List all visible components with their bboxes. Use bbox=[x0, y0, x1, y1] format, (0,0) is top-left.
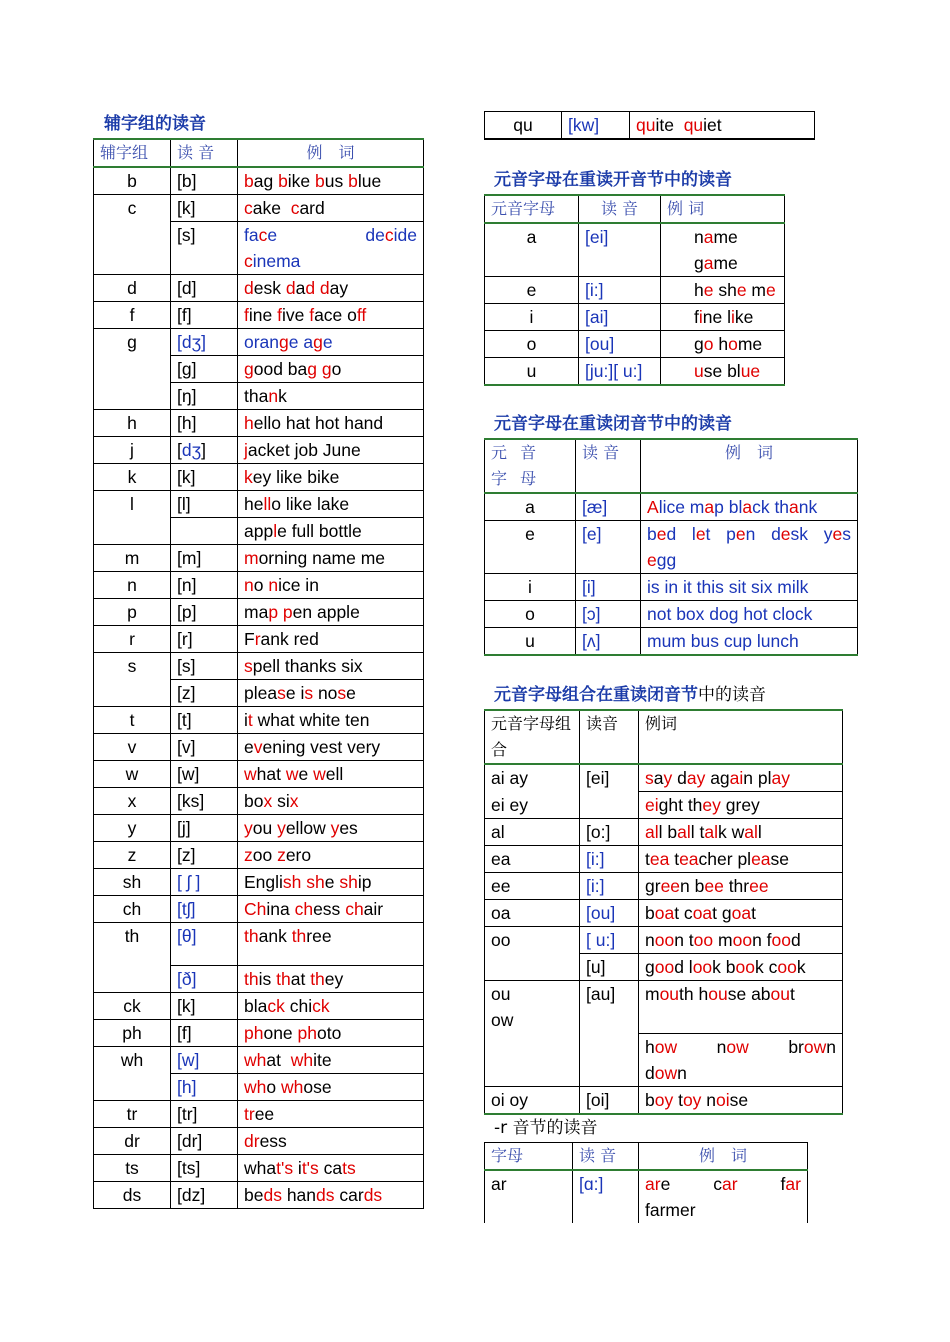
sound-cell: [ʌ] bbox=[576, 628, 641, 656]
example-cell: jacket job June bbox=[238, 437, 424, 464]
sound-cell: [ou] bbox=[579, 331, 661, 358]
sound-cell: [ei] bbox=[579, 223, 661, 277]
example-cell: cake card bbox=[238, 195, 424, 222]
sound-cell: [h] bbox=[171, 1074, 238, 1101]
letter-cell: ph bbox=[94, 1020, 171, 1047]
table-header-row bbox=[485, 439, 858, 493]
table-row bbox=[94, 464, 424, 491]
table-row bbox=[94, 491, 424, 518]
letter-cell: ee bbox=[485, 873, 580, 900]
example-cell: desk dad day bbox=[238, 275, 424, 302]
letter-cell: k bbox=[94, 464, 171, 491]
header-cell: 读 音 bbox=[171, 139, 238, 167]
table-row bbox=[94, 1101, 424, 1128]
sound-cell: [ɑ:] bbox=[573, 1170, 639, 1223]
example-cell: all ball talk wall bbox=[639, 819, 843, 846]
sound-cell: [l] bbox=[171, 491, 238, 518]
letter-cell: al bbox=[485, 819, 580, 846]
sound-cell: [i:] bbox=[579, 277, 661, 304]
example-cell: say day again play bbox=[639, 764, 843, 792]
header-cell: 例 词 bbox=[238, 139, 424, 167]
open-syllable-title: 元音字母在重读开音节中的读音 bbox=[494, 170, 732, 190]
header-cell: 例 词 bbox=[641, 439, 858, 493]
table-row bbox=[485, 304, 785, 331]
example-cell: English she ship bbox=[238, 869, 424, 896]
sound-cell: [f] bbox=[171, 1020, 238, 1047]
header-cell: 辅字组 bbox=[94, 139, 171, 167]
header-cell: 例 词 bbox=[639, 1143, 808, 1171]
sound-cell: [dʒ] bbox=[171, 437, 238, 464]
example-cell: use blue bbox=[661, 358, 785, 386]
example-cell: orange age bbox=[238, 329, 424, 356]
table-row bbox=[485, 331, 785, 358]
example-cell: bag bike bus blue bbox=[238, 167, 424, 195]
letter-cell: oi oy bbox=[485, 1086, 580, 1114]
example-cell: Alice map black thank bbox=[641, 493, 858, 521]
sound-cell: [k] bbox=[171, 993, 238, 1020]
example-cell: hello hat hot hand bbox=[238, 410, 424, 437]
letter-cell: a bbox=[485, 223, 579, 277]
sound-cell: [e] bbox=[576, 521, 641, 574]
letter-cell: h bbox=[94, 410, 171, 437]
table-row bbox=[485, 764, 843, 792]
table-row bbox=[485, 493, 858, 521]
table-row bbox=[94, 680, 424, 707]
closed-syllable-title: 元音字母在重读闭音节中的读音 bbox=[494, 414, 732, 434]
sound-cell: [ ʃ ] bbox=[171, 869, 238, 896]
letter-cell: u bbox=[485, 628, 576, 656]
example-cell: name game bbox=[661, 223, 785, 277]
header-cell: 字母 bbox=[485, 1143, 573, 1171]
letter-cell: i bbox=[485, 574, 576, 601]
sound-cell: [oi] bbox=[580, 1086, 639, 1114]
table-row bbox=[94, 410, 424, 437]
header-cell: 元音字母 bbox=[485, 195, 579, 223]
example-cell: bed let pen desk yes egg bbox=[641, 521, 858, 574]
example-cell: go home bbox=[661, 331, 785, 358]
letter-cell: b bbox=[94, 167, 171, 195]
letter-cell: d bbox=[94, 275, 171, 302]
table-row bbox=[485, 223, 785, 277]
table-row bbox=[485, 1033, 843, 1086]
example-cell: what we well bbox=[238, 761, 424, 788]
letter-cell: j bbox=[94, 437, 171, 464]
example-cell: he she me bbox=[661, 277, 785, 304]
combo-letters: ow bbox=[491, 1010, 514, 1030]
letter-cell: g bbox=[94, 329, 171, 356]
sound-cell: [z] bbox=[171, 842, 238, 869]
letter-cell: y bbox=[94, 815, 171, 842]
combo-letters: ou bbox=[491, 984, 511, 1004]
sound-cell: [z] bbox=[171, 680, 238, 707]
example-cell: quite quiet bbox=[630, 112, 815, 140]
sound-cell: [ɔ] bbox=[576, 601, 641, 628]
combo-table bbox=[484, 709, 843, 1115]
sound-cell: [k] bbox=[171, 464, 238, 491]
table-row bbox=[485, 1170, 808, 1223]
letter-cell: t bbox=[94, 707, 171, 734]
sound-cell: [i:] bbox=[580, 846, 639, 873]
table-row bbox=[94, 545, 424, 572]
combo-letters: ai ay bbox=[491, 768, 528, 788]
example-cell: good look book cook bbox=[639, 954, 843, 981]
table-row bbox=[94, 1128, 424, 1155]
example-cell: this that they bbox=[238, 966, 424, 993]
sound-cell: [ei] bbox=[580, 764, 639, 792]
table-row bbox=[94, 993, 424, 1020]
letter-cell: a bbox=[485, 493, 576, 521]
letter-cell: v bbox=[94, 734, 171, 761]
sound-cell: [m] bbox=[171, 545, 238, 572]
example-cell: eight they grey bbox=[639, 792, 843, 819]
example-cell: thank bbox=[238, 383, 424, 410]
table-row bbox=[94, 707, 424, 734]
sound-cell: [v] bbox=[171, 734, 238, 761]
table-row bbox=[94, 653, 424, 680]
letter-cell: m bbox=[94, 545, 171, 572]
example-cell: what's it's cats bbox=[238, 1155, 424, 1182]
table-row bbox=[94, 869, 424, 896]
letter-cell: o bbox=[485, 601, 576, 628]
example-cell: is in it this sit six milk bbox=[641, 574, 858, 601]
example-cell: mum bus cup lunch bbox=[641, 628, 858, 656]
combo-title-bold: 元音字母组合在重读闭音节 bbox=[494, 685, 698, 705]
sound-cell: [u] bbox=[580, 954, 639, 981]
consonant-table bbox=[93, 138, 424, 1209]
qu-table bbox=[484, 111, 815, 140]
table-row bbox=[485, 574, 858, 601]
sound-cell: [i:] bbox=[580, 873, 639, 900]
sound-cell: [h] bbox=[171, 410, 238, 437]
letter-cell: i bbox=[485, 304, 579, 331]
sound-cell: [t] bbox=[171, 707, 238, 734]
table-row bbox=[94, 1155, 424, 1182]
example-cell: key like bike bbox=[238, 464, 424, 491]
table-header-row bbox=[485, 710, 843, 764]
sound-cell: [tr] bbox=[171, 1101, 238, 1128]
example-cell: who whose bbox=[238, 1074, 424, 1101]
header-cell: 读 音 bbox=[573, 1143, 639, 1171]
sound-cell: [r] bbox=[171, 626, 238, 653]
letter-cell: z bbox=[94, 842, 171, 869]
header-cell: 读音 bbox=[580, 710, 639, 764]
table-row bbox=[94, 518, 424, 545]
example-cell: please is nose bbox=[238, 680, 424, 707]
letter-cell: ar bbox=[485, 1170, 573, 1223]
example-cell: Frank red bbox=[238, 626, 424, 653]
table-row bbox=[94, 1074, 424, 1101]
letter-cell: x bbox=[94, 788, 171, 815]
header-cell: 例 词 bbox=[661, 195, 785, 223]
example-cell: noon too moon food bbox=[639, 927, 843, 954]
sound-cell: [n] bbox=[171, 572, 238, 599]
letter-cell bbox=[485, 981, 580, 1034]
example-cell: tree bbox=[238, 1101, 424, 1128]
sound-cell: [w] bbox=[171, 1047, 238, 1074]
example-cell: tea teacher please bbox=[639, 846, 843, 873]
sound-cell: [d] bbox=[171, 275, 238, 302]
example-cell: good bag go bbox=[238, 356, 424, 383]
example-cell: evening vest very bbox=[238, 734, 424, 761]
letter-cell: r bbox=[94, 626, 171, 653]
table-row bbox=[485, 358, 785, 386]
table-row bbox=[94, 329, 424, 356]
header-cell: 元 音 字 母 bbox=[485, 439, 576, 493]
example-cell: China chess chair bbox=[238, 896, 424, 923]
letter-cell: p bbox=[94, 599, 171, 626]
example-cell: mouth house about bbox=[639, 981, 843, 1034]
example-cell: thank three bbox=[238, 923, 424, 966]
table-row bbox=[94, 842, 424, 869]
table-row bbox=[94, 356, 424, 383]
example-cell: apple full bottle bbox=[238, 518, 424, 545]
table-header-row bbox=[485, 1143, 808, 1171]
table-row bbox=[94, 167, 424, 195]
letter-cell: dr bbox=[94, 1128, 171, 1155]
letter-cell: ea bbox=[485, 846, 580, 873]
example-cell: green bee three bbox=[639, 873, 843, 900]
table-row bbox=[94, 788, 424, 815]
example-cell: are car far farmer bbox=[639, 1170, 808, 1223]
header-cell: 读 音 bbox=[579, 195, 661, 223]
sound-cell: [j] bbox=[171, 815, 238, 842]
sound-cell: [f] bbox=[171, 302, 238, 329]
table-row bbox=[485, 819, 843, 846]
letter-cell: f bbox=[94, 302, 171, 329]
table-header-row bbox=[485, 195, 785, 223]
table-row bbox=[94, 896, 424, 923]
example-cell: black chick bbox=[238, 993, 424, 1020]
table-row bbox=[94, 302, 424, 329]
table-row bbox=[485, 927, 843, 954]
example-cell: morning name me bbox=[238, 545, 424, 572]
example-cell: dress bbox=[238, 1128, 424, 1155]
header-cell: 读 音 bbox=[576, 439, 641, 493]
combo-letters: ei ey bbox=[491, 794, 528, 815]
table-row bbox=[94, 734, 424, 761]
example-cell: beds hands cards bbox=[238, 1182, 424, 1209]
letter-cell: e bbox=[485, 277, 579, 304]
example-cell: it what white ten bbox=[238, 707, 424, 734]
consonant-section-title: 辅字组的读音 bbox=[104, 114, 206, 134]
table-row bbox=[485, 954, 843, 981]
table-row bbox=[94, 626, 424, 653]
sound-cell: [ts] bbox=[171, 1155, 238, 1182]
sound-cell: [æ] bbox=[576, 493, 641, 521]
sound-cell: [ŋ] bbox=[171, 383, 238, 410]
closed-syllable-table bbox=[484, 438, 858, 656]
letter-cell: oo bbox=[485, 927, 580, 954]
letter-cell: qu bbox=[485, 112, 562, 140]
table-row bbox=[94, 761, 424, 788]
letter-cell: w bbox=[94, 761, 171, 788]
table-row bbox=[94, 599, 424, 626]
open-syllable-table bbox=[484, 194, 785, 386]
table-row bbox=[94, 195, 424, 222]
example-cell: boy toy noise bbox=[639, 1086, 843, 1114]
sound-cell: [ð] bbox=[171, 966, 238, 993]
example-cell: you yellow yes bbox=[238, 815, 424, 842]
table-row bbox=[94, 1047, 424, 1074]
sound-cell: [s] bbox=[171, 653, 238, 680]
r-syllable-table bbox=[484, 1142, 808, 1223]
sound-cell: [g] bbox=[171, 356, 238, 383]
letter-cell: oa bbox=[485, 900, 580, 927]
sound-cell: [i] bbox=[576, 574, 641, 601]
example-cell: not box dog hot clock bbox=[641, 601, 858, 628]
header-cell: 元音字母组 合 bbox=[485, 710, 580, 764]
example-cell: phone photo bbox=[238, 1020, 424, 1047]
example-cell: spell thanks six bbox=[238, 653, 424, 680]
sound-cell: [tʃ] bbox=[171, 896, 238, 923]
r-section-title: -r 音节的读音 bbox=[494, 1118, 598, 1138]
letter-cell: l bbox=[94, 491, 171, 518]
letter-cell: u bbox=[485, 358, 579, 386]
letter-cell bbox=[485, 764, 580, 792]
example-cell: what white bbox=[238, 1047, 424, 1074]
combo-section-title bbox=[494, 685, 766, 705]
table-row bbox=[485, 873, 843, 900]
letter-cell: ts bbox=[94, 1155, 171, 1182]
table-row bbox=[94, 437, 424, 464]
table-row bbox=[485, 900, 843, 927]
example-cell: map pen apple bbox=[238, 599, 424, 626]
sound-cell: [ou] bbox=[580, 900, 639, 927]
sound-cell: [θ] bbox=[171, 923, 238, 966]
letter-cell: o bbox=[485, 331, 579, 358]
sound-cell: [dr] bbox=[171, 1128, 238, 1155]
sound-cell: [s] bbox=[171, 222, 238, 275]
example-cell: boat coat goat bbox=[639, 900, 843, 927]
letter-cell: ds bbox=[94, 1182, 171, 1209]
table-row bbox=[485, 601, 858, 628]
sound-cell: [au] bbox=[580, 981, 639, 1034]
sound-cell: [ju:][ u:] bbox=[579, 358, 661, 386]
letter-cell bbox=[485, 792, 580, 819]
table-row bbox=[94, 275, 424, 302]
sound-cell: [dʒ] bbox=[171, 329, 238, 356]
letter-cell: wh bbox=[94, 1047, 171, 1074]
table-row bbox=[485, 792, 843, 819]
sound-cell: [ai] bbox=[579, 304, 661, 331]
sound-cell: [ u:] bbox=[580, 927, 639, 954]
table-row bbox=[94, 572, 424, 599]
header-cell: 例词 bbox=[639, 710, 843, 764]
table-row bbox=[485, 521, 858, 574]
sound-cell: [w] bbox=[171, 761, 238, 788]
table-header-row bbox=[94, 139, 424, 167]
table-row bbox=[94, 815, 424, 842]
table-row bbox=[94, 222, 424, 275]
table-row bbox=[485, 1086, 843, 1114]
example-cell: fine five face off bbox=[238, 302, 424, 329]
example-cell: face decide cinema bbox=[238, 222, 424, 275]
sound-cell: [dz] bbox=[171, 1182, 238, 1209]
example-cell: zoo zero bbox=[238, 842, 424, 869]
letter-cell: s bbox=[94, 653, 171, 680]
sound-cell: [b] bbox=[171, 167, 238, 195]
table-row bbox=[485, 846, 843, 873]
table-row bbox=[485, 277, 785, 304]
example-cell: box six bbox=[238, 788, 424, 815]
letter-cell: ch bbox=[94, 896, 171, 923]
letter-cell: c bbox=[94, 195, 171, 222]
letter-cell: n bbox=[94, 572, 171, 599]
example-cell: hello like lake bbox=[238, 491, 424, 518]
letter-cell: tr bbox=[94, 1101, 171, 1128]
table-row bbox=[94, 923, 424, 966]
table-row bbox=[94, 1020, 424, 1047]
example-cell: fine like bbox=[661, 304, 785, 331]
table-row bbox=[94, 1182, 424, 1209]
letter-cell: e bbox=[485, 521, 576, 574]
table-row bbox=[485, 112, 815, 140]
sound-cell: [ks] bbox=[171, 788, 238, 815]
combo-title-plain: 中的读音 bbox=[698, 685, 766, 705]
letter-cell: ck bbox=[94, 993, 171, 1020]
example-cell: how now brown down bbox=[639, 1033, 843, 1086]
table-row bbox=[485, 628, 858, 656]
example-cell: no nice in bbox=[238, 572, 424, 599]
sound-cell: [o:] bbox=[580, 819, 639, 846]
sound-cell: [kw] bbox=[562, 112, 630, 140]
letter-cell: th bbox=[94, 923, 171, 966]
table-row bbox=[94, 383, 424, 410]
sound-cell: [p] bbox=[171, 599, 238, 626]
table-row bbox=[94, 966, 424, 993]
letter-cell: sh bbox=[94, 869, 171, 896]
sound-cell: [k] bbox=[171, 195, 238, 222]
table-row bbox=[485, 981, 843, 1034]
